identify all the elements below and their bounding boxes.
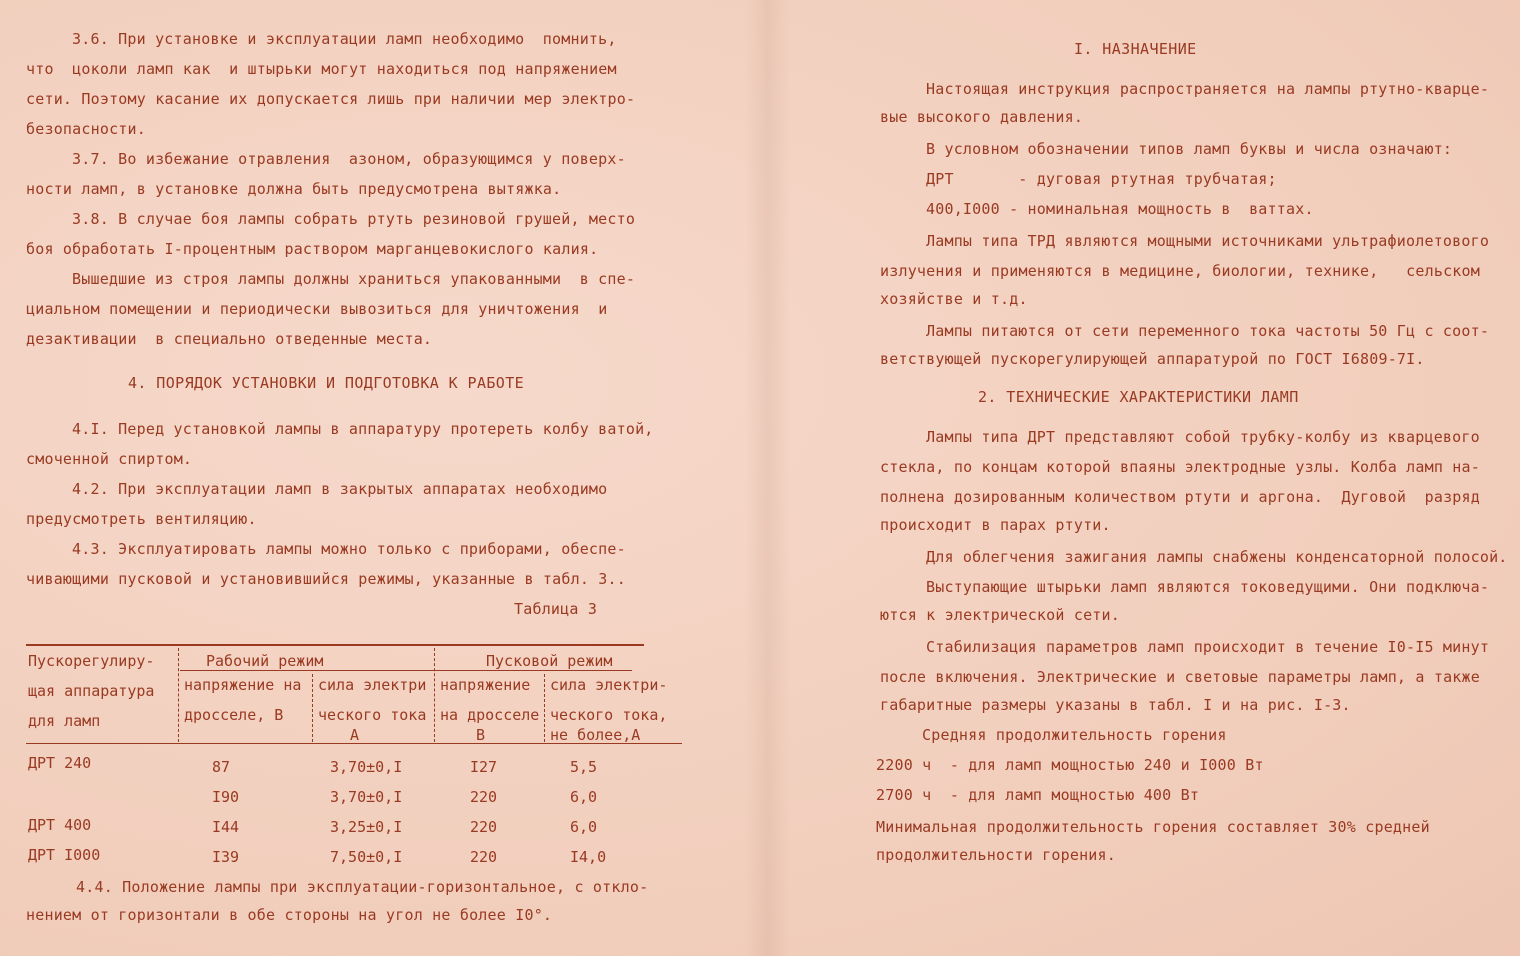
table-cell-start-current: I4,0 [570,848,607,866]
paragraph-3-7-line: 3.7. Во избежание отравления азоном, образующимся у поверх- [72,150,626,168]
table-header-work-mode: Рабочий режим [206,652,324,670]
table-header-work-current: А [350,726,360,744]
paragraph-line: Лампы типа ТРД являются мощными источниками ультрафиолетового [926,232,1490,250]
paragraph-4-3-line: 4.3. Эксплуатировать лампы можно только с приборами, обеспе- [72,540,626,558]
table-header-col1: для ламп [28,712,101,730]
paragraph-4-1-line: 4.I. Перед установкой лампы в аппаратуру протереть колбу ватой, [72,420,654,438]
table-header-work-voltage: дросселе, В [184,706,284,724]
paragraph-line: продолжительности горения. [876,846,1116,864]
paragraph-line: циальном помещении и периодически вывозиться для уничтожения и [26,300,608,318]
table-header-start-current: ческого тока, [550,706,668,724]
paragraph-line: ются к электрической сети. [880,606,1120,624]
table-header-work-voltage: напряжение на [184,676,302,694]
paragraph-line: Средняя продолжительность горения [922,726,1227,744]
table-cell-work-voltage: I39 [212,848,240,866]
section-4-heading: 4. ПОРЯДОК УСТАНОВКИ И ПОДГОТОВКА К РАБОТЕ [128,374,525,392]
paragraph-4-4-line: 4.4. Положение лампы при эксплуатации-горизонтальное, с откло- [76,878,649,896]
paragraph-line: безопасности. [26,120,146,138]
table-header-start-mode: Пусковой режим [486,652,613,670]
paragraph-line: нением от горизонтали в обе стороны на угол не более I0°. [26,906,553,924]
paragraph-line: стекла, по концам которой впаяны электродные узлы. Колба ламп на- [880,458,1480,476]
table-subheader-rule [180,670,632,671]
table-cell-work-voltage: 87 [212,758,231,776]
table-header-col1: щая аппаратура [28,682,155,700]
table-column-divider [312,674,313,742]
paragraph-3-8-line: 3.8. В случае боя лампы собрать ртуть резиновой грушей, место [72,210,636,228]
paragraph-line: В условном обозначении типов ламп буквы и числа означают: [926,140,1453,158]
table-header-work-current: сила электри [318,676,427,694]
paragraph-line: Вышедшие из строя лампы должны храниться упакованными в спе- [72,270,636,288]
paragraph-line: происходит в парах ртути. [880,516,1111,534]
table-column-divider [178,648,179,742]
paragraph-line: смоченной спиртом. [26,450,193,468]
lifetime-line: 2700 ч - для ламп мощностью 400 Вт [876,786,1200,804]
table-cell-start-current: 6,0 [570,788,598,806]
paragraph-line: дезактивации в специально отведенные места. [26,330,433,348]
paragraph-line: Выступающие штырьки ламп являются токоведущими. Они подключа- [926,578,1490,596]
table-cell-work-voltage: I90 [212,788,240,806]
paragraph-line: Лампы питаются от сети переменного тока частоты 50 Гц с соот- [926,322,1490,340]
paragraph-line: Лампы типа ДРТ представляют собой трубку-колбу из кварцевого [926,428,1480,446]
paragraph-line: Настоящая инструкция распространяется на лампы ртутно-кварце- [926,80,1490,98]
table-cell-start-current: 5,5 [570,758,598,776]
right-page [760,0,1520,956]
table-header-start-current: сила электри- [550,676,668,694]
paragraph-line: боя обработать I-процентным раствором марганцевокислого калия. [26,240,599,258]
section-2-heading: 2. ТЕХНИЧЕСКИЕ ХАРАКТЕРИСТИКИ ЛАМП [978,388,1299,406]
table-cell-start-current: 6,0 [570,818,598,836]
definition-line: ДРТ - дуговая ртутная трубчатая; [926,170,1277,188]
paragraph-3-6-line: 3.6. При установке и эксплуатации ламп необходимо помнить, [72,30,617,48]
paragraph-line: ветствующей пускорегулирующей аппаратурой по ГОСТ I6809-7I. [880,350,1425,368]
table-cell-start-voltage: 220 [470,818,498,836]
paragraph-line: Минимальная продолжительность горения составляет 30% средней [876,818,1430,836]
table-cell-lamp: ДРТ I000 [28,846,101,864]
table-cell-work-current: 3,70±0,I [330,788,403,806]
paragraph-line: ности ламп, в установке должна быть предусмотрена вытяжка. [26,180,562,198]
table-header-col1: Пускорегулиру- [28,652,155,670]
paragraph-4-2-line: 4.2. При эксплуатации ламп в закрытых аппаратах необходимо [72,480,608,498]
paragraph-line: чивающими пусковой и установившийся режимы, указанные в табл. 3.. [26,570,626,588]
table-top-rule [26,644,644,646]
table-cell-work-voltage: I44 [212,818,240,836]
paragraph-line: после включения. Электрические и световые параметры ламп, а также [880,668,1480,686]
table-header-start-current: не более,А [550,726,641,744]
paragraph-line: полнена дозированным количеством ртути и аргона. Дуговой разряд [880,488,1480,506]
table-cell-work-current: 7,50±0,I [330,848,403,866]
table-cell-work-current: 3,70±0,I [330,758,403,776]
table-column-divider [544,674,545,742]
section-1-heading: I. НАЗНАЧЕНИЕ [1074,40,1197,58]
paragraph-line: Для облегчения зажигания лампы снабжены конденсаторной полосой. [926,548,1508,566]
definition-line: 400,I000 - номинальная мощность в ваттах. [926,200,1314,218]
table-cell-start-voltage: I27 [470,758,498,776]
table-cell-work-current: 3,25±0,I [330,818,403,836]
paragraph-line: предусмотреть вентиляцию. [26,510,257,528]
paragraph-line: что цоколи ламп как и штырьки могут находиться под напряжением [26,60,617,78]
paragraph-line: сети. Поэтому касание их допускается лишь при наличии мер электро- [26,90,636,108]
table-header-work-current: ческого тока [318,706,427,724]
table-column-divider [434,648,435,742]
paragraph-line: габаритные размеры указаны в табл. I и на рис. I-3. [880,696,1351,714]
table-header-start-voltage: на дросселе [440,706,540,724]
table-header-start-voltage: В [476,726,486,744]
paragraph-line: вые высокого давления. [880,108,1084,126]
table-cell-lamp: ДРТ 240 [28,754,92,772]
lifetime-line: 2200 ч - для ламп мощностью 240 и I000 Вт [876,756,1264,774]
paragraph-line: Стабилизация параметров ламп происходит в течение I0-I5 минут [926,638,1490,656]
table-header-start-voltage: напряжение [440,676,531,694]
paragraph-line: излучения и применяются в медицине, биологии, технике, сельском [880,262,1480,280]
table-caption: Таблица 3 [514,600,598,618]
table-cell-start-voltage: 220 [470,788,498,806]
table-cell-start-voltage: 220 [470,848,498,866]
table-cell-lamp: ДРТ 400 [28,816,92,834]
paragraph-line: хозяйстве и т.д. [880,290,1028,308]
